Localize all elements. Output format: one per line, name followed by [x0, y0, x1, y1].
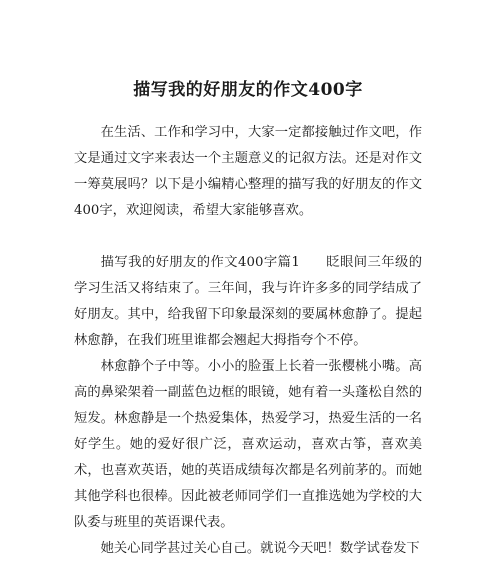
intro-section — [74, 120, 422, 224]
article-section — [74, 250, 422, 562]
document-title: 描写我的好朋友的作文400字 — [133, 80, 363, 100]
intro-paragraph: 在生活、工作和学习中，大家一定都接触过作文吧，作文是通过文字来表达一个主题意义的记叙方法。还是对作文一筹莫展吗？以下是小编精心整理的描写我的好朋友的作文400字，欢迎阅读，希望大家能够喜欢。 — [74, 125, 422, 218]
article-paragraph-1-text: 眨眼间三年级的学习生活又将结束了。三年间，我与许许多多的同学结成了好朋友。其中，给我留下印象最深刻的要属林愈静了。提起林愈静，在我们班里谁都会翘起大拇指夸个不停。 — [74, 255, 422, 348]
article-paragraph-1 — [74, 250, 422, 354]
article-paragraph-2: 林愈静个子中等。小小的脸蛋上长着一张樱桃小嘴。高高的鼻梁架着一副蓝色边框的眼镜，她有着一头蓬松自然的短发。林愈静是一个热爱集体，热爱学习，热爱生活的一名好学生。她的爱好很广泛，喜欢运动，喜欢古筝，喜欢美术，也喜欢英语，她的英语成绩每次都是名列前茅的。而她其他学科也很棒。因此被老师同学们一直推选她为学校的大队委与班里的英语课代表。 — [74, 359, 422, 530]
article-heading: 描写我的好朋友的作文400字篇1 — [100, 255, 300, 270]
article-paragraph-3: 她关心同学甚过关心自己。就说今天吧！数学试卷发下 — [100, 541, 420, 556]
